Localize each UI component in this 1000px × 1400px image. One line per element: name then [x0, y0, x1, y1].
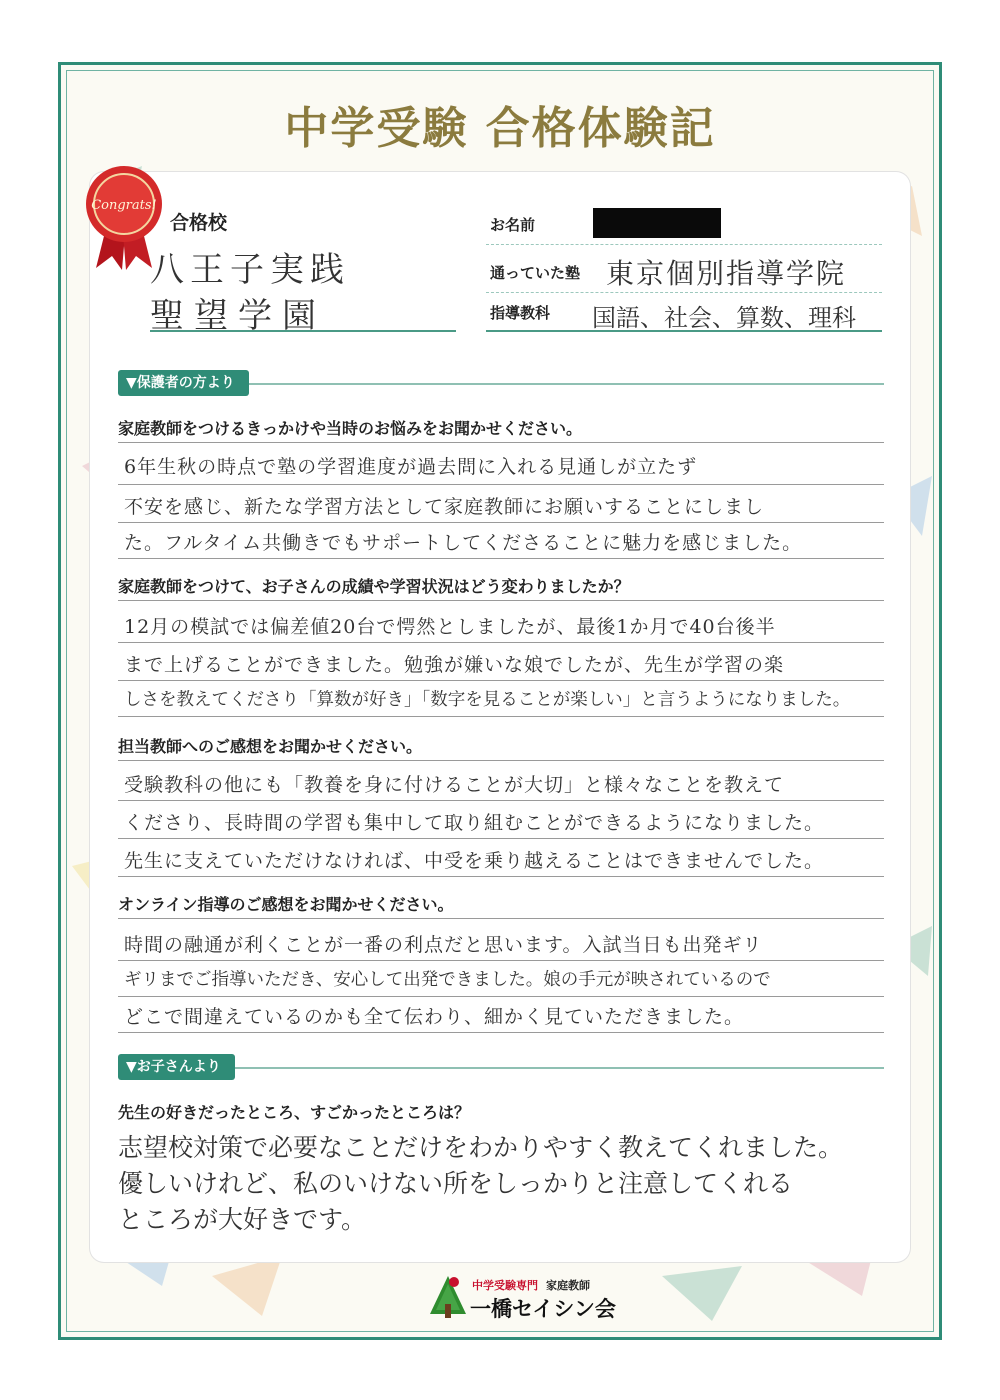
schools-underline — [150, 330, 456, 332]
logo-name: 一橋セイシン会 — [470, 1297, 616, 1321]
juku-value: 東京個別指導学院 — [606, 257, 847, 290]
parent-q2-line-1: 12月の模試では偏差値20台で愕然としましたが、最後1か月で40台後半 — [124, 616, 776, 638]
child-section-tag: ▼お子さんより — [118, 1054, 235, 1080]
parent-q4-question: オンライン指導のご感想をお聞かせください。 — [118, 895, 454, 914]
rule-line — [118, 960, 884, 961]
page-title: 中学受験 合格体験記 — [284, 103, 716, 154]
parent-q1-question: 家庭教師をつけるきっかけや当時のお悩みをお聞かせください。 — [118, 419, 583, 438]
rule-line — [118, 600, 884, 601]
passed-schools-label: 合格校 — [170, 212, 228, 234]
rule-line — [118, 642, 884, 643]
parent-section-tag: ▼保護者の方より — [118, 370, 249, 396]
child-q1-question: 先生の好きだったところ、すごかったところは？ — [118, 1103, 471, 1122]
rule-line — [118, 522, 884, 523]
rule-line — [118, 558, 884, 559]
rule-line — [118, 442, 884, 443]
parent-q3-line-2: くださり、長時間の学習も集中して取り組むことができるようになりました。 — [124, 812, 825, 834]
logo-tagline: 中学受験専門 — [472, 1279, 538, 1292]
parent-q3-question: 担当教師へのご感想をお聞かせください。 — [118, 737, 423, 756]
subjects-label: 指導教科 — [490, 304, 551, 322]
parent-q1-line-1: 6年生秋の時点で塾の学習進度が過去問に入れる見通しが立たず — [124, 456, 698, 478]
rule-line — [118, 996, 884, 997]
name-divider — [486, 244, 882, 245]
parent-q4-line-3: どこで間違えているのかも全て伝わり、細かく見ていただきました。 — [124, 1006, 745, 1028]
child-q1-line-2: 優しいけれど、私のいけない所をしっかりと注意してくれる — [118, 1169, 794, 1198]
logo-tagline-2: 家庭教師 — [546, 1279, 590, 1292]
rosette-text: Congrats! — [91, 198, 157, 213]
rule-line — [118, 484, 884, 485]
juku-label: 通っていた塾 — [490, 264, 581, 282]
rule-line — [118, 838, 884, 839]
rule-line — [118, 918, 884, 919]
parent-q3-line-1: 受験教科の他にも「教養を身に付けることが大切」と様々なことを教えて — [124, 774, 785, 796]
parent-q2-question: 家庭教師をつけて、お子さんの成績や学習状況はどう変わりましたか？ — [118, 577, 630, 596]
parent-q3-line-3: 先生に支えていただけなければ、中受を乗り越えることはできませんでした。 — [124, 850, 825, 872]
name-label: お名前 — [490, 216, 536, 234]
parent-q2-line-3: しさを教えてくださり「算数が好き」「数字を見ることが楽しい」と言うようになりました。 — [124, 690, 851, 710]
rule-line — [118, 800, 884, 801]
parent-q2-line-2: まで上げることができました。勉強が嫌いな娘でしたが、先生が学習の楽 — [124, 654, 785, 676]
parent-q4-line-2: ギリまでご指導いただき、安心して出発できました。娘の手元が映されているので — [124, 970, 771, 990]
rule-line — [118, 716, 884, 717]
tree-logo-icon — [428, 1274, 468, 1320]
rule-line — [118, 876, 884, 877]
school-name-2: 聖望学園 — [150, 296, 326, 336]
rule-line — [118, 760, 884, 761]
parent-q1-line-3: た。フルタイム共働きでもサポートしてくださることに魅力を感じました。 — [124, 532, 803, 554]
juku-divider — [486, 292, 882, 293]
parent-q1-line-2: 不安を感じ、新たな学習方法として家庭教師にお願いすることにしまし — [124, 496, 765, 518]
rule-line — [118, 1032, 884, 1033]
subjects-value: 国語、社会、算数、理科 — [592, 304, 856, 332]
child-q1-line-3: ところが大好きです。 — [118, 1205, 367, 1234]
rule-line — [118, 680, 884, 681]
school-name-1: 八王子実践 — [150, 250, 350, 290]
name-redacted — [593, 208, 721, 238]
subjects-underline — [486, 330, 882, 332]
parent-q4-line-1: 時間の融通が利くことが一番の利点だと思います。入試当日も出発ギリ — [124, 934, 763, 956]
child-q1-line-1: 志望校対策で必要なことだけをわかりやすく教えてくれました。 — [118, 1133, 844, 1162]
